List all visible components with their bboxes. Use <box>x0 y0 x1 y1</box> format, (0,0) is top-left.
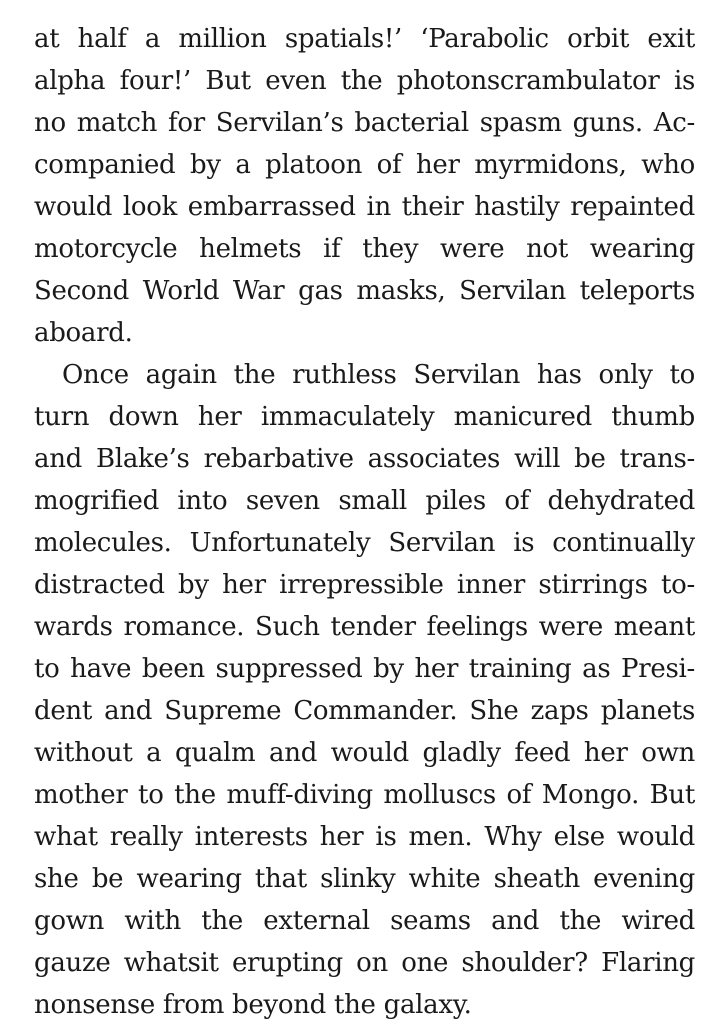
text-line: no match for Servilan’s bacterial spasm guns. Ac- <box>34 108 695 138</box>
text-line: wards romance. Such tender feelings were meant <box>34 612 695 642</box>
text-line: motorcycle helmets if they were not wearing <box>34 234 695 264</box>
text-line: Second World War gas masks, Servilan teleports <box>34 276 695 306</box>
text-line: at half a million spatials!’ ‘Parabolic orbit exit <box>34 24 695 54</box>
text-line: and Blake’s rebarbative associates will be trans- <box>34 444 695 474</box>
text-line: molecules. Unfortunately Servilan is continually <box>34 528 695 558</box>
paragraph <box>34 18 695 354</box>
text-line: mogrified into seven small piles of dehydrated <box>34 486 695 516</box>
text-line: distracted by her irrepressible inner stirrings to- <box>34 570 695 600</box>
text-line: what really interests her is men. Why else would <box>34 822 695 852</box>
text-line: to have been suppressed by her training as Presi- <box>34 654 695 684</box>
text-line: companied by a platoon of her myrmidons, who <box>34 150 695 180</box>
paragraph <box>34 354 695 1026</box>
text-line: dent and Supreme Commander. She zaps planets <box>34 696 695 726</box>
text-line: mother to the muff-diving molluscs of Mongo. But <box>34 780 695 810</box>
page-text-body <box>34 18 695 1026</box>
text-line: aboard. <box>34 318 133 348</box>
text-line: nonsense from beyond the galaxy. <box>34 990 472 1020</box>
text-line: alpha four!’ But even the photonscrambulator is <box>34 66 695 96</box>
text-line: Once again the ruthless Servilan has only to <box>62 360 695 390</box>
text-line: without a qualm and would gladly feed her own <box>34 738 695 768</box>
text-line: turn down her immaculately manicured thumb <box>34 402 695 432</box>
text-line: gown with the external seams and the wired <box>34 906 695 936</box>
text-line: would look embarrassed in their hastily repainted <box>34 192 695 222</box>
text-line: gauze whatsit erupting on one shoulder? Flaring <box>34 948 695 978</box>
text-line: she be wearing that slinky white sheath evening <box>34 864 695 894</box>
